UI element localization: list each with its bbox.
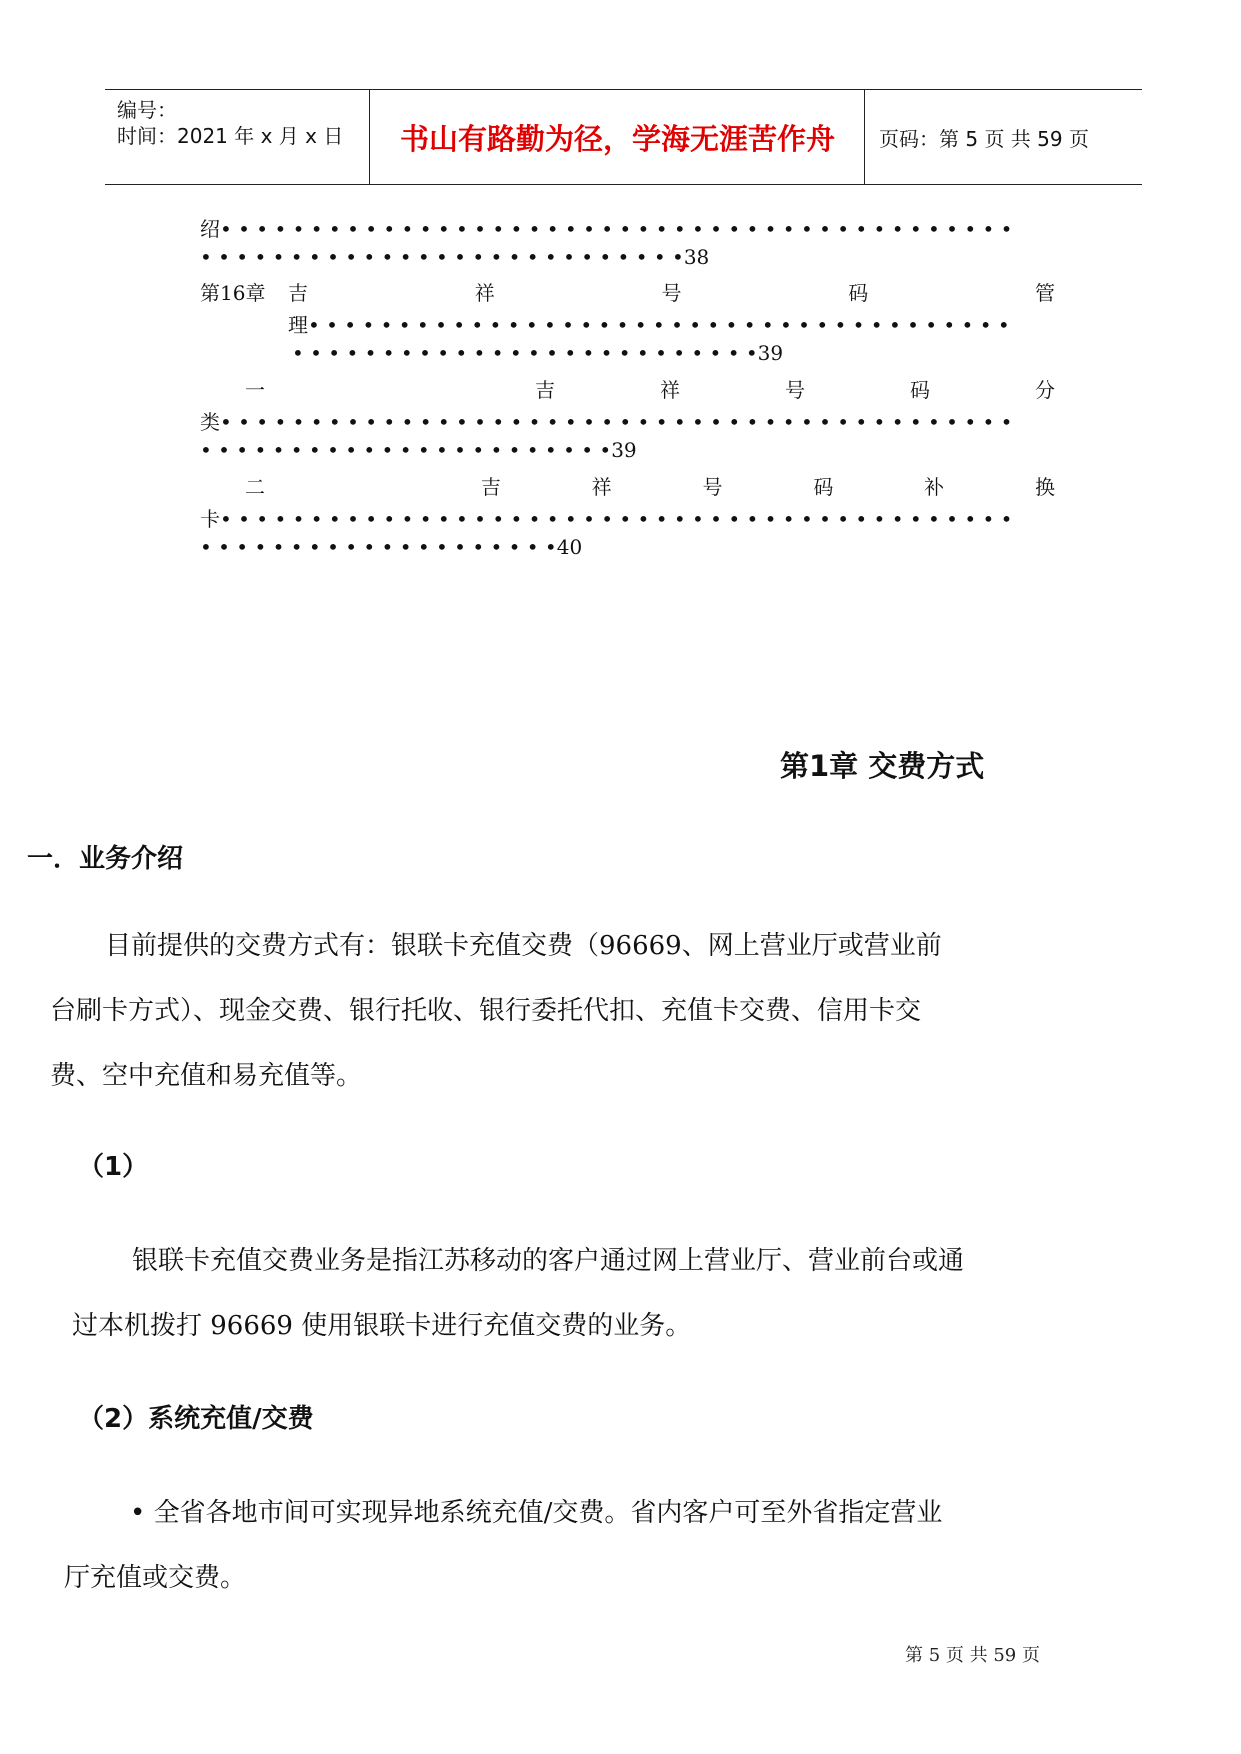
header-page-label: 页码：第 5 页 共 59 页 [879,126,1089,151]
toc-entry-2-char: 管 [1035,281,1055,305]
toc-entry-4-char: 换 [1034,475,1055,499]
toc-leader-dots: • • • • • • • • • • • • • • • • • • • • • • • • • • • • • • • • • • • • • • • • • • • • [220,410,1013,434]
toc-entry-2-char: 吉 [288,281,308,305]
toc-entry-4-char: 码 [813,475,834,499]
toc-entry-4-page: 40 [556,535,583,559]
toc-entry-2-prefix: 第16章 [200,281,266,305]
toc-entry-4-tail: 卡 [200,507,220,531]
paragraph-line: 厅充值或交费。 [64,1563,247,1593]
toc-entry-3-char: 祥 [660,378,680,402]
toc-entry-3-char: 分 [1035,378,1055,402]
toc-entry-3-line3 [200,438,637,462]
toc-entry-2-char: 号 [661,281,682,305]
toc-entry-3-tail: 类 [200,410,220,434]
toc-entry-4-title [245,471,1055,500]
toc-entry-1-tail: 绍 [200,217,220,241]
toc-entry-2-tail: 理 [288,313,308,337]
toc-entry-3-line2 [200,406,1012,435]
page-footer: 第 5 页 共 59 页 [905,1645,1040,1666]
toc-entry-2-line3 [292,341,783,365]
item-heading: （1） [78,1152,149,1182]
toc-leader-dots: • • • • • • • • • • • • • • • • • • • • • • • • • • • • • • • • • • • • • • • • • • • • [220,507,1013,531]
section-title: 一．业务介绍 [27,844,184,874]
chapter-title: 第1章 交费方式 [780,749,985,783]
toc-entry-4-char: 二 [245,475,265,499]
toc-entry-3-char: 一 [245,378,265,402]
toc-entry-2-line2 [288,309,1010,338]
toc-entry-1-line1 [200,213,1012,242]
toc-entry-3-char: 吉 [535,378,555,402]
toc-leader-dots: • • • • • • • • • • • • • • • • • • • • • • • [200,438,612,462]
toc-entry-2-char: 祥 [474,281,495,305]
toc-entry-4-char: 吉 [480,475,501,499]
toc-entry-4-char: 号 [702,475,723,499]
toc-entry-4-line2 [200,503,1012,532]
toc-leader-dots: • • • • • • • • • • • • • • • • • • • • • • • • • • • • • • • • • • • • • • • [308,313,1010,337]
paragraph-line: • 全省各地市间可实现异地系统充值/交费。省内客户可至外省指定营业 [130,1498,943,1528]
toc-entry-3-title [245,374,1055,403]
toc-entry-3-char: 号 [785,378,805,402]
toc-leader-dots: • • • • • • • • • • • • • • • • • • • • • • • • • • [292,341,758,365]
toc-entry-4-char: 祥 [591,475,612,499]
toc-entry-4-char: 补 [924,475,945,499]
toc-entry-1-page: 38 [683,245,710,269]
toc-entry-3-page: 39 [611,438,637,462]
document-time-label: 时间：2021 年 x 月 x 日 [117,124,344,148]
header-motto: 书山有路勤为径，学海无涯苦作舟 [371,90,865,184]
document-number-label: 编号： [117,98,177,122]
paragraph-line: 费、空中充值和易充值等。 [50,1061,363,1091]
toc-entry-4-line3 [200,535,582,559]
header-info-cell [105,90,370,184]
page-header [105,89,1142,185]
paragraph-line: 过本机拨打 96669 使用银联卡进行充值交费的业务。 [72,1311,692,1341]
toc-leader-dots: • • • • • • • • • • • • • • • • • • • • • • • • • • • [200,245,684,269]
paragraph-line: 目前提供的交费方式有：银联卡充值交费（96669、网上营业厅或营业前 [105,931,942,961]
item-heading: （2）系统充值/交费 [78,1404,314,1434]
toc-entry-2-page: 39 [757,341,784,365]
toc-entry-1-line2 [200,245,709,269]
toc-entry-2-title [288,277,1055,306]
toc-entry-3-char: 码 [910,378,930,402]
toc-leader-dots: • • • • • • • • • • • • • • • • • • • • • • • • • • • • • • • • • • • • • • • • • • • • [220,217,1013,241]
paragraph-line: 台刷卡方式）、现金交费、银行托收、银行委托代扣、充值卡交费、信用卡交 [50,996,922,1026]
toc-entry-2-char: 码 [848,281,869,305]
toc-leader-dots: • • • • • • • • • • • • • • • • • • • • [200,535,557,559]
paragraph-line: 银联卡充值交费业务是指江苏移动的客户通过网上营业厅、营业前台或通 [132,1246,965,1276]
